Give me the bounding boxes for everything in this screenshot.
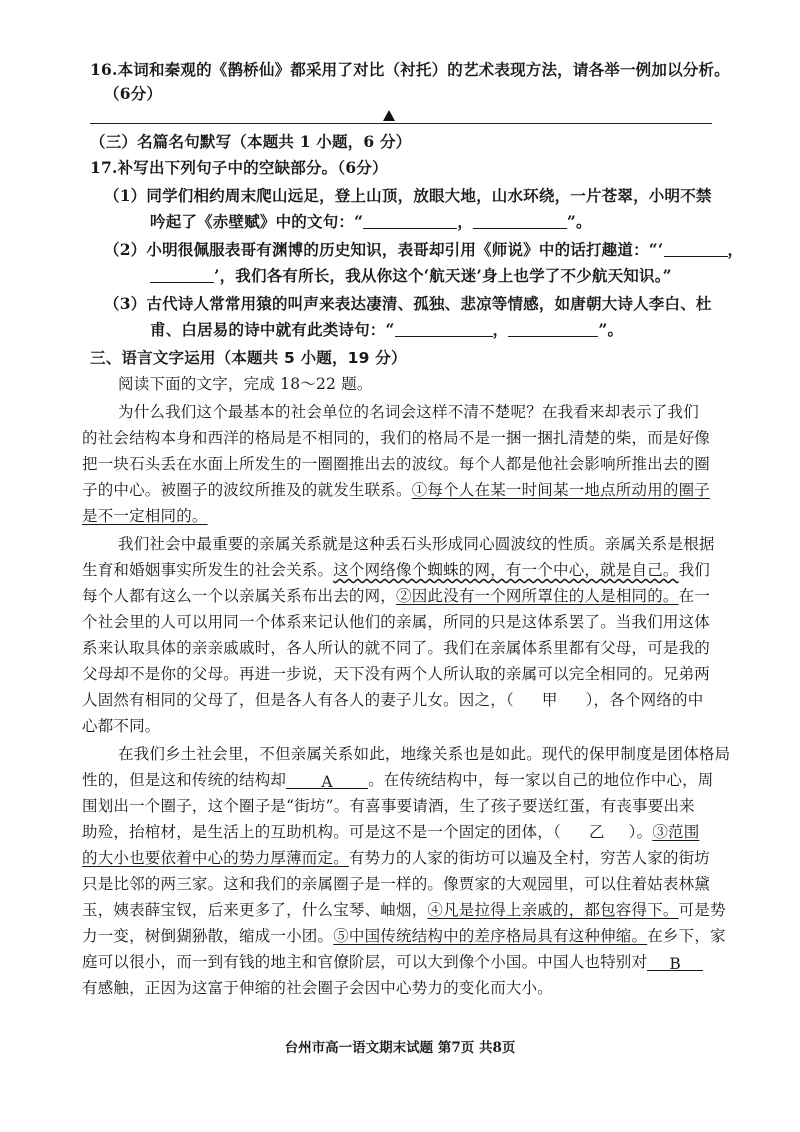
q17-heading: 17.补写出下列句子中的空缺部分。（6分）	[90, 158, 388, 177]
passage-line: 有感触，正因为这富于伸缩的社会圈子会因中心势力的变化而大小。	[82, 979, 554, 997]
passage-line: 子的中心。被圈子的波纹所推及的就发生联系。①每个人在某一时间某一地点所动用的圈子	[82, 481, 711, 499]
passage-line: 为什么我们这个最基本的社会单位的名词会这样不清不楚呢？在我看来却表示了我们	[118, 403, 699, 421]
q17-item2-line2: ’，我们各有所长，我从你这个‘航天迷’身上也学了不少航天知识。”	[150, 266, 672, 286]
fill-blank[interactable]	[473, 212, 567, 229]
passage-line: 助殓，抬棺材，是生活上的互助机构。可是这不是一个固定的团体，（ 乙 ）。③范围	[82, 823, 700, 841]
underlined-sentence-4: ④凡是拉得上亲戚的，都包容得下。	[427, 901, 679, 919]
passage-line: 父母却不是你的父母。再进一步说，天下没有两个人所认取的亲属可以完全相同的。兄弟两	[82, 665, 711, 683]
blank-marker-jia: 甲	[541, 691, 558, 709]
q17-item1-line1: （1）同学们相约周末爬山远足，登上山顶，放眼大地，山水环绕，一片苍翠，小明不禁	[104, 186, 712, 205]
q17-item3-line1: （3）古代诗人常常用猿的叫声来表达凄清、孤独、悲凉等情感，如唐朝大诗人李白、杜	[104, 294, 712, 313]
passage-line: 玉，姨表薛宝钗，后来更多了，什么宝琴、岫烟，④凡是拉得上亲戚的，都包容得下。可是势	[82, 901, 726, 919]
blank-a[interactable]: A	[286, 772, 368, 789]
underlined-sentence-3: ③范围	[652, 823, 700, 841]
passage-line: 生育和婚姻事实所发生的社会关系。这个网络像个蜘蛛的网，有一个中心，就是自己。我们	[82, 561, 711, 579]
answer-line	[90, 123, 712, 124]
fill-blank[interactable]	[508, 320, 598, 337]
passage-line: 我们社会中最重要的亲属关系就是这种丢石头形成同心圆波纹的性质。亲属关系是根据	[118, 535, 715, 553]
triangle-marker-icon	[383, 110, 395, 121]
passage-line: 个社会里的人可以用同一个体系来记认他们的亲属，所同的只是这体系罢了。当我们用这体	[82, 613, 711, 631]
underlined-sentence-5: ⑤中国传统结构中的差序格局具有这种伸缩。	[333, 927, 648, 945]
passage-line: 系来认取具体的亲亲戚戚时，各人所认的就不同了。我们在亲属体系里都有父母，可是我的	[82, 639, 711, 657]
part3-heading: 三、语言文字运用（本题共 5 小题，19 分）	[90, 349, 407, 367]
passage-line: 力一变，树倒猢狲散，缩成一小团。⑤中国传统结构中的差序格局具有这种伸缩。在乡下，家	[82, 927, 726, 945]
page-footer: 台州市高一语文期末试题 第7页 共8页	[284, 1040, 516, 1056]
underlined-sentence-3-cont: 的大小也要依着中心的势力厚薄而定。	[82, 849, 349, 867]
passage-line: 心都不同。	[82, 717, 161, 735]
passage-line: 的大小也要依着中心的势力厚薄而定。有势力的人家的街坊可以遍及全村，穷苦人家的街坊	[82, 849, 711, 867]
blank-b[interactable]: B	[647, 954, 703, 971]
passage-line: 性的，但是这和传统的结构却 A 。在传统结构中，每一家以自己的地位作中心，周	[82, 771, 714, 791]
underlined-sentence-2: ②因此没有一个网所罩住的人是相同的。	[396, 587, 679, 605]
passage-line: 只是比邻的两三家。这和我们的亲属圈子是一样的。像贾家的大观园里，可以住着姑表林黛	[82, 875, 711, 893]
section3-heading: （三）名篇名句默写（本题共 1 小题，6 分）	[90, 132, 412, 151]
fill-blank[interactable]	[363, 212, 457, 229]
passage-line: 在我们乡土社会里，不但亲属关系如此，地缘关系也是如此。现代的保甲制度是团体格局	[118, 745, 731, 763]
wavy-underlined-sentence: 这个网络像个蜘蛛的网，有一个中心，就是自己。	[333, 561, 679, 579]
q16-line2: （6分）	[104, 84, 163, 103]
q16-line1: 16.本词和秦观的《鹊桥仙》都采用了对比（衬托）的艺术表现方法，请各举一例加以分析。	[90, 60, 730, 79]
passage-line: 人固然有相同的父母了，但是各人有各人的妻子儿女。因之，（ 甲 ），各个网络的中	[82, 691, 704, 709]
q17-item1-line2: 吟起了《赤壁赋》中的文句：“ ， ”。	[150, 212, 592, 231]
underlined-sentence-1: ①每个人在某一时间某一地点所动用的圈子	[411, 481, 711, 499]
fill-blank[interactable]	[395, 320, 493, 337]
passage-line: 每个人都有这么一个以亲属关系布出去的网，②因此没有一个网所罩住的人是相同的。在一	[82, 587, 711, 605]
underlined-sentence-1-cont: 是不一定相同的。	[82, 507, 208, 525]
fill-blank[interactable]	[150, 266, 214, 283]
blank-marker-yi: 乙	[588, 823, 605, 841]
part3-intro: 阅读下面的文字，完成 18～22 题。	[118, 375, 373, 393]
q17-item3-line2: 甫、白居易的诗中就有此类诗句：“ ， ”。	[150, 320, 624, 339]
passage-line: 围划出一个圈子，这个圈子是“街坊”。有喜事要请酒，生了孩子要送红蛋，有丧事要出来	[82, 797, 695, 815]
fill-blank[interactable]	[664, 240, 728, 257]
q17-item2-line1: （2）小明很佩服表哥有渊博的历史知识，表哥却引用《师说》中的话打趣道：“‘ ，	[104, 240, 744, 259]
passage-line: 的社会结构本身和西洋的格局是不相同的，我们的格局不是一捆一捆扎清楚的柴，而是好像	[82, 429, 711, 447]
passage-line: 庭可以很小，而一到有钱的地主和官僚阶层，可以大到像个小国。中国人也特别对 B	[82, 952, 703, 972]
passage-line	[82, 506, 208, 526]
passage-line: 把一块石头丢在水面上所发生的一圈圈推出去的波纹。每个人都是他社会影响所推出去的圈	[82, 455, 711, 473]
